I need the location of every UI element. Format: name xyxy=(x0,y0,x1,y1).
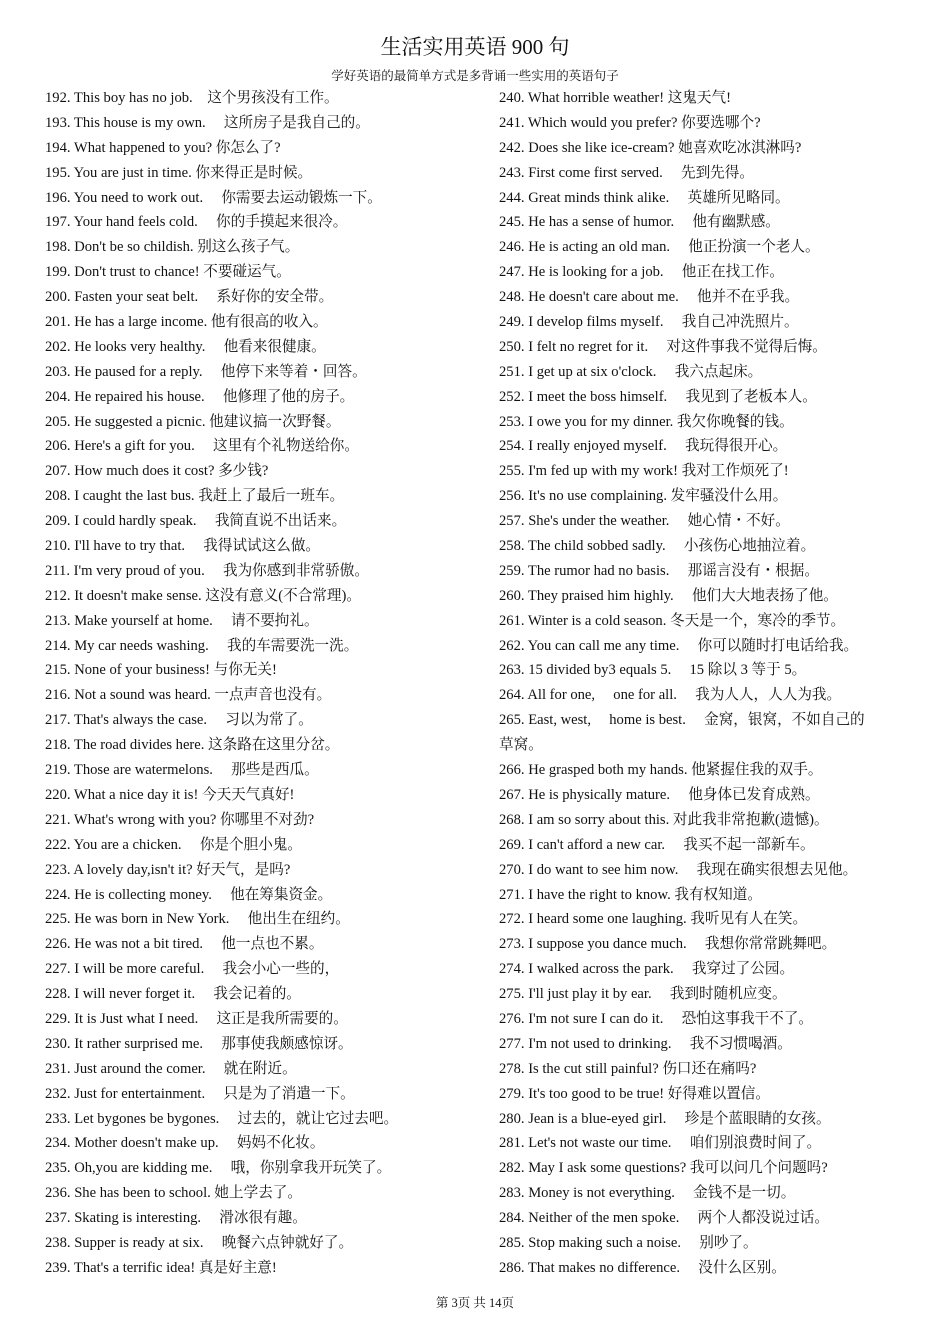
sentence-line: 247. He is looking for a job. 他正在找工作。 xyxy=(499,264,784,281)
sentence-line: 265. East, west, home is best. 金窝，银窝，不如自己的 xyxy=(499,712,865,729)
sentence-line: 214. My car needs washing. 我的车需要洗一洗。 xyxy=(45,637,359,654)
sentence-line: 259. The rumor had no basis. 那谣言没有・根据。 xyxy=(499,562,819,579)
sentence-line: 204. He repaired his house. 他修理了他的房子。 xyxy=(45,388,355,405)
sentence-line: 219. Those are watermelons. 那些是西瓜。 xyxy=(45,762,319,779)
sentence-line: 215. None of your business! 与你无关! xyxy=(45,662,277,679)
sentence-line: 269. I can't afford a new car. 我买不起一部新车。 xyxy=(499,836,815,853)
sentence-line: 260. They praised him highly. 他们大大地表扬了他。 xyxy=(499,587,838,604)
sentence-line: 264. All for one, one for all. 我为人人，人人为我。 xyxy=(499,687,842,704)
sentence-line: 281. Let's not waste our time. 咱们别浪费时间了。 xyxy=(499,1135,822,1152)
sentence-line: 251. I get up at six o'clock. 我六点起床。 xyxy=(499,363,763,380)
sentence-line: 270. I do want to see him now. 我现在确实很想去见他。 xyxy=(499,861,858,878)
sentence-line: 224. He is collecting money. 他在筹集资金。 xyxy=(45,886,333,903)
sentence-line: 263. 15 divided by3 equals 5. 15 除以 3 等于 5。 xyxy=(499,662,807,679)
sentence-line: 197. Your hand feels cold. 你的手摸起来很冷。 xyxy=(45,214,348,231)
right-column xyxy=(499,86,924,1281)
sentence-line: 243. First come first served. 先到先得。 xyxy=(499,164,754,181)
sentence-line: 238. Supper is ready at six. 晚餐六点钟就好了。 xyxy=(45,1234,354,1251)
sentence-line: 252. I meet the boss himself. 我见到了老板本人。 xyxy=(499,388,817,405)
sentence-line: 205. He suggested a picnic. 他建议搞一次野餐。 xyxy=(45,413,341,430)
sentence-line: 282. May I ask some questions? 我可以问几个问题吗? xyxy=(499,1160,828,1177)
sentence-line: 199. Don't trust to chance! 不要碰运气。 xyxy=(45,264,291,281)
sentence-line: 208. I caught the last bus. 我赶上了最后一班车。 xyxy=(45,488,345,505)
sentence-line: 254. I really enjoyed myself. 我玩得很开心。 xyxy=(499,438,788,455)
sentence-line: 272. I heard some one laughing. 我听见有人在笑。 xyxy=(499,911,808,928)
sentence-line: 273. I suppose you dance much. 我想你常常跳舞吧。 xyxy=(499,936,837,953)
sentence-line: 246. He is acting an old man. 他正扮演一个老人。 xyxy=(499,239,820,256)
sentence-line: 271. I have the right to know. 我有权知道。 xyxy=(499,886,762,903)
sentence-line: 200. Fasten your seat belt. 系好你的安全带。 xyxy=(45,289,334,306)
sentence-line: 285. Stop making such a noise. 别吵了。 xyxy=(499,1234,758,1251)
page-title: 生活实用英语 900 句 xyxy=(380,35,570,59)
page-subtitle: 学好英语的最简单方式是多背诵一些实用的英语句子 xyxy=(331,69,619,83)
sentence-line: 223. A lovely day,isn't it? 好天气，是吗? xyxy=(45,861,291,878)
sentence-line: 192. This boy has no job. 这个男孩没有工作。 xyxy=(45,90,339,106)
sentence-line: 283. Money is not everything. 金钱不是一切。 xyxy=(499,1185,796,1202)
sentence-line: 255. I'm fed up with my work! 我对工作烦死了! xyxy=(499,463,789,480)
sentence-line: 244. Great minds think alike. 英雄所见略同。 xyxy=(499,189,790,206)
sentence-line: 222. You are a chicken. 你是个胆小鬼。 xyxy=(45,836,302,853)
sentence-line: 231. Just around the comer. 就在附近。 xyxy=(45,1060,297,1077)
sentence-line: 266. He grasped both my hands. 他紧握住我的双手。 xyxy=(499,762,823,779)
sentence-line: 267. He is physically mature. 他身体已发育成熟。 xyxy=(499,786,820,803)
sentence-line: 195. You are just in time. 你来得正是时候。 xyxy=(45,164,313,181)
sentence-line: 240. What horrible weather! 这鬼天气! xyxy=(499,90,731,106)
sentence-line: 256. It's no use complaining. 发牢骚没什么用。 xyxy=(499,488,788,505)
left-column xyxy=(45,86,485,1281)
sentence-line: 279. It's too good to be true! 好得难以置信。 xyxy=(499,1085,770,1102)
sentence-line: 261. Winter is a cold season. 冬天是一个，寒冷的季节。 xyxy=(499,612,846,629)
sentence-line: 258. The child sobbed sadly. 小孩伤心地抽泣着。 xyxy=(499,538,816,555)
sentence-line: 230. It rather surprised me. 那事使我颇感惊讶。 xyxy=(45,1035,353,1052)
sentence-line: 253. I owe you for my dinner. 我欠你晚餐的钱。 xyxy=(499,413,794,430)
sentence-line: 225. He was born in New York. 他出生在纽约。 xyxy=(45,911,350,928)
sentence-line: 210. I'll have to try that. 我得试试这么做。 xyxy=(45,538,321,555)
sentence-line: 229. It is Just what I need. 这正是我所需要的。 xyxy=(45,1010,348,1027)
sentence-line: 233. Let bygones be bygones. 过去的，就让它过去吧。 xyxy=(45,1110,399,1127)
sentence-line: 198. Don't be so childish. 别这么孩子气。 xyxy=(45,239,300,256)
sentence-line: 239. That's a terrific idea! 真是好主意! xyxy=(45,1259,277,1276)
sentence-line: 206. Here's a gift for you. 这里有个礼物送给你。 xyxy=(45,438,359,455)
sentence-line: 262. You can call me any time. 你可以随时打电话给我。 xyxy=(499,637,859,654)
sentence-line: 211. I'm very proud of you. 我为你感到非常骄傲。 xyxy=(45,562,369,579)
sentence-line: 220. What a nice day it is! 今天天气真好! xyxy=(45,786,295,803)
sentence-line: 280. Jean is a blue-eyed girl. 珍是个蓝眼睛的女孩。 xyxy=(499,1110,831,1127)
sentence-line: 236. She has been to school. 她上学去了。 xyxy=(45,1185,302,1202)
sentence-line: 286. That makes no difference. 没什么区别。 xyxy=(499,1259,786,1276)
sentence-line: 207. How much does it cost? 多少钱? xyxy=(45,463,269,480)
sentence-line: 194. What happened to you? 你怎么了? xyxy=(45,139,281,156)
sentence-line: 250. I felt no regret for it. 对这件事我不觉得后悔。 xyxy=(499,338,827,355)
sentence-line: 257. She's under the weather. 她心情・不好。 xyxy=(499,513,790,530)
sentence-line: 284. Neither of the men spoke. 两个人都没说过话。 xyxy=(499,1210,829,1227)
sentence-line: 217. That's always the case. 习以为常了。 xyxy=(45,712,313,729)
sentence-line: 274. I walked across the park. 我穿过了公园。 xyxy=(499,961,795,978)
sentence-line: 193. This house is my own. 这所房子是我自己的。 xyxy=(45,114,370,131)
sentence-line: 212. It doesn't make sense. 这没有意义(不合常理)。 xyxy=(45,587,361,604)
sentence-line: 202. He looks very healthy. 他看来很健康。 xyxy=(45,338,326,355)
sentence-line: 209. I could hardly speak. 我简直说不出话来。 xyxy=(45,513,347,530)
sentence-line: 268. I am so sorry about this. 对此我非常抱歉(遗憾)。 xyxy=(499,811,829,828)
sentence-line: 203. He paused for a reply. 他停下来等着・回答。 xyxy=(45,363,367,380)
sentence-line: 248. He doesn't care about me. 他并不在乎我。 xyxy=(499,289,800,306)
sentence-line: 277. I'm not used to drinking. 我不习惯喝酒。 xyxy=(499,1035,792,1052)
sentence-line: 278. Is the cut still painful? 伤口还在痛吗? xyxy=(499,1060,757,1077)
sentence-line: 276. I'm not sure I can do it. 恐怕这事我干不了。 xyxy=(499,1010,813,1027)
sentence-line: 216. Not a sound was heard. 一点声音也没有。 xyxy=(45,687,332,704)
sentence-line: 237. Skating is interesting. 滑冰很有趣。 xyxy=(45,1210,307,1227)
sentence-line: 275. I'll just play it by ear. 我到时随机应变。 xyxy=(499,986,787,1003)
sentence-line: 草窝。 xyxy=(499,737,543,754)
sentence-line: 228. I will never forget it. 我会记着的。 xyxy=(45,986,301,1003)
sentence-line: 196. You need to work out. 你需要去运动锻炼一下。 xyxy=(45,189,382,206)
page-footer: 第 3页 共 14页 xyxy=(435,1296,515,1310)
sentence-line: 213. Make yourself at home. 请不要拘礼。 xyxy=(45,612,319,629)
sentence-line: 249. I develop films myself. 我自己冲洗照片。 xyxy=(499,314,799,331)
sentence-line: 221. What's wrong with you? 你哪里不对劲? xyxy=(45,811,315,828)
sentence-line: 234. Mother doesn't make up. 妈妈不化妆。 xyxy=(45,1135,325,1152)
sentence-line: 241. Which would you prefer? 你要选哪个? xyxy=(499,114,761,131)
sentence-line: 245. He has a sense of humor. 他有幽默感。 xyxy=(499,214,780,231)
sentence-line: 235. Oh,you are kidding me. 哦，你别拿我开玩笑了。 xyxy=(45,1160,392,1177)
sentence-line: 227. I will be more careful. 我会小心一些的， xyxy=(45,961,340,978)
sentence-line: 218. The road divides here. 这条路在这里分岔。 xyxy=(45,737,340,754)
sentence-line: 201. He has a large income. 他有很高的收入。 xyxy=(45,314,328,331)
sentence-line: 242. Does she like ice-cream? 她喜欢吃冰淇淋吗? xyxy=(499,139,802,156)
sentence-line: 232. Just for entertainment. 只是为了消遣一下。 xyxy=(45,1085,355,1102)
sentence-line: 226. He was not a bit tired. 他一点也不累。 xyxy=(45,936,324,953)
